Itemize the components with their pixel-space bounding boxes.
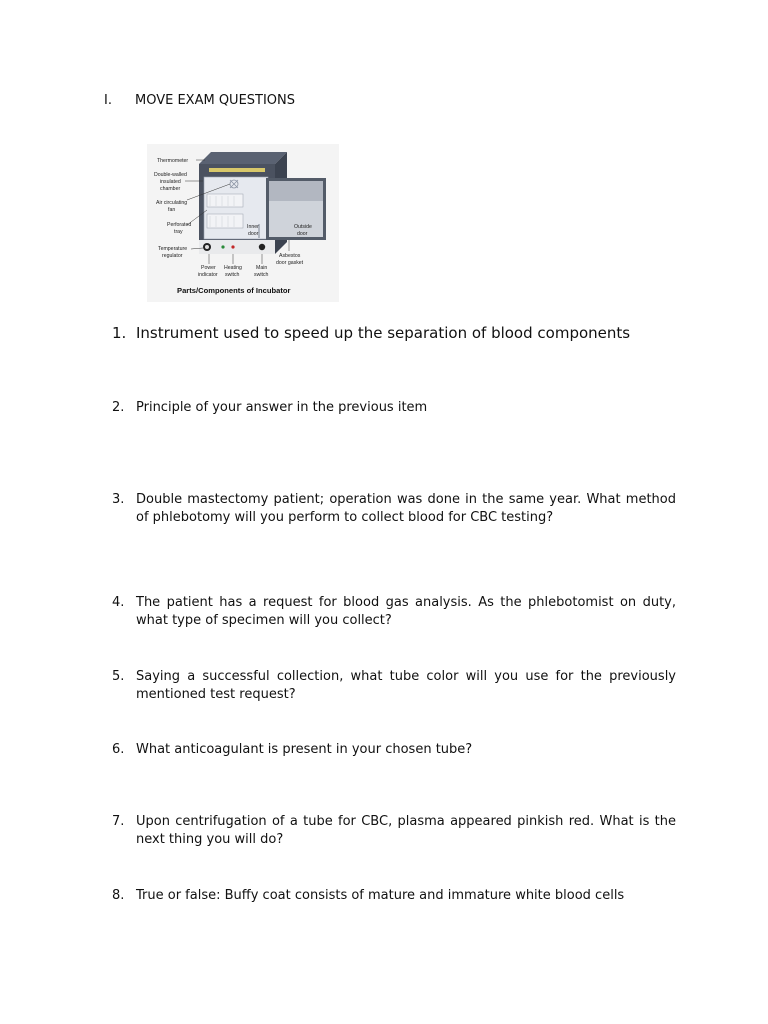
question-text: The patient has a request for blood gas analysis. As the phlebotomist on duty, what type of specimen will you collect? [136, 595, 676, 628]
question-text: Saying a successful collection, what tube color will you use for the previously mentioned test request? [136, 669, 676, 702]
incubator-top [199, 152, 287, 164]
perforated-tray-upper [207, 194, 243, 207]
label-power-2: indicator [198, 272, 218, 278]
figure-caption: Parts/Components of Incubator [177, 286, 291, 295]
question-3 [112, 491, 676, 527]
question-2 [112, 399, 676, 417]
question-8 [112, 887, 676, 905]
question-text: What anticoagulant is present in your chosen tube? [136, 742, 473, 757]
label-inner-2: door [248, 231, 259, 237]
label-heating-1: Heating [224, 265, 242, 271]
label-temp-2: regulator [162, 253, 183, 259]
perforated-tray-lower [207, 214, 243, 228]
question-7 [112, 813, 676, 849]
question-5 [112, 668, 676, 704]
label-chamber-2: insulated [160, 179, 181, 185]
question-number: 3. [112, 492, 125, 507]
incubator-diagram [147, 144, 339, 302]
question-6 [112, 741, 676, 759]
power-indicator-light [221, 245, 224, 248]
question-number: 6. [112, 742, 125, 757]
label-fan-2: fan [168, 207, 176, 213]
question-text: True or false: Buffy coat consists of mature and immature white blood cells [136, 888, 625, 903]
label-chamber-3: chamber [160, 186, 181, 192]
label-tray-2: tray [174, 229, 183, 235]
label-outside-2: door [297, 231, 308, 237]
label-heating-2: switch [225, 272, 240, 278]
label-gasket-2: door gasket [276, 260, 304, 266]
label-main-1: Main [256, 265, 268, 271]
question-number: 2. [112, 400, 125, 415]
label-inner-1: Inner [247, 224, 259, 230]
label-main-2: switch [254, 272, 269, 278]
question-number: 7. [112, 814, 125, 829]
question-number: 1. [112, 324, 127, 342]
incubator-illustration [147, 144, 339, 302]
label-outside-1: Outside [294, 224, 312, 230]
main-switch [259, 244, 265, 250]
question-text: Double mastectomy patient; operation was done in the same year. What method of phlebotomy will you perform to collect blood for CBC testing? [136, 492, 676, 525]
heating-switch [231, 245, 234, 248]
label-temp-1: Temperature [158, 246, 188, 252]
label-gasket-1: Asbestos [279, 253, 301, 259]
question-number: 4. [112, 595, 125, 610]
question-4 [112, 594, 676, 630]
question-1 [112, 323, 676, 343]
question-text: Principle of your answer in the previous item [136, 400, 428, 415]
label-chamber-1: Double-walled [154, 172, 187, 178]
label-fan-1: Air circulating [156, 200, 188, 206]
thermometer-bar [209, 168, 265, 172]
label-thermometer: Thermometer [157, 158, 189, 164]
section-heading [104, 92, 295, 109]
section-numeral: I. [104, 93, 112, 108]
question-number: 8. [112, 888, 125, 903]
label-power-1: Power [201, 265, 216, 271]
section-title: MOVE EXAM QUESTIONS [135, 93, 296, 108]
question-text: Instrument used to speed up the separation of blood components [136, 324, 631, 342]
label-tray-1: Perforated [167, 222, 192, 228]
question-text: Upon centrifugation of a tube for CBC, plasma appeared pinkish red. What is the next thing you will do? [136, 814, 676, 847]
question-number: 5. [112, 669, 125, 684]
